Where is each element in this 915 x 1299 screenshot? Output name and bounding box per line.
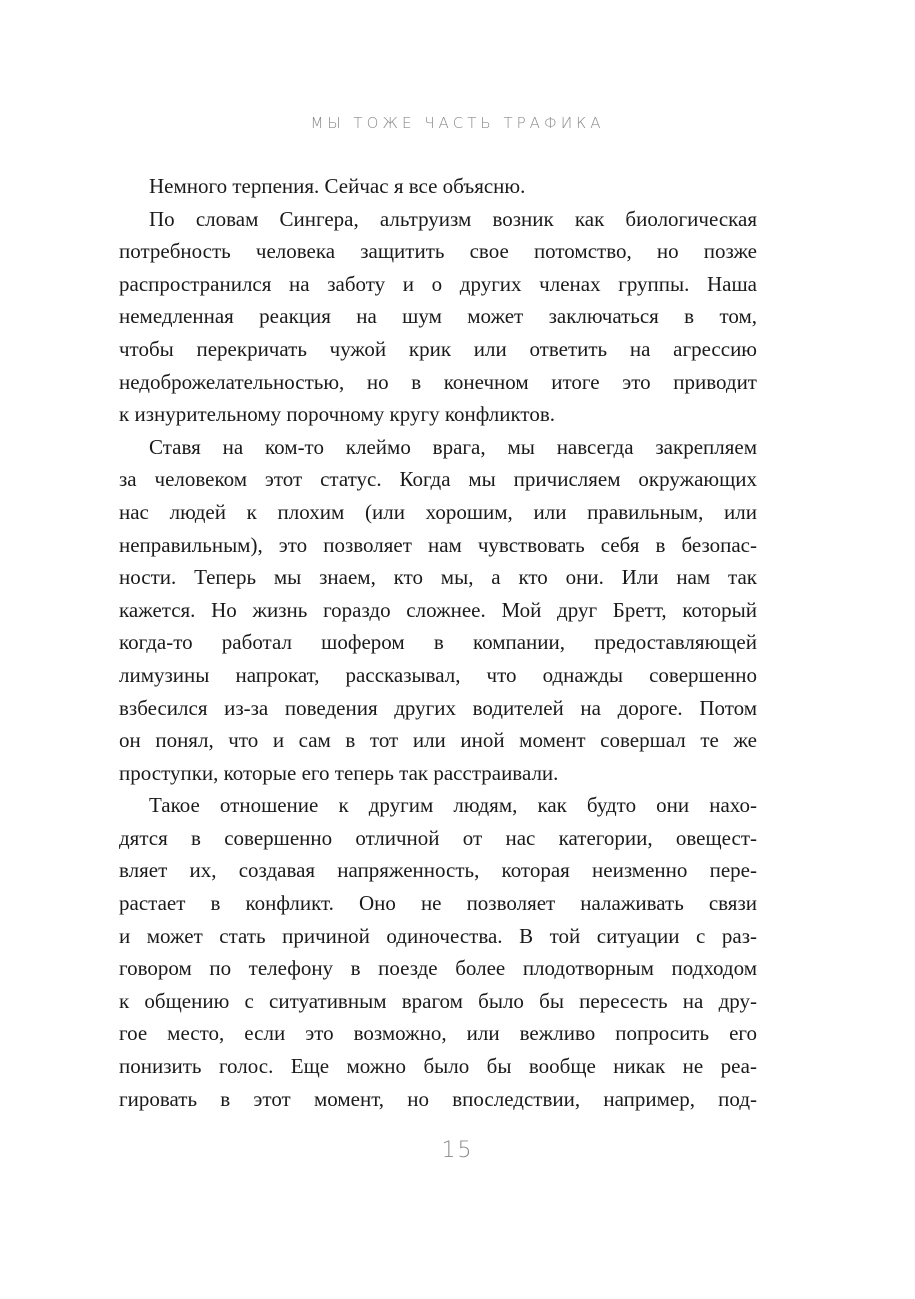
text-line: он понял, что и сам в тот или иной момент совершал те же [119, 728, 757, 753]
text-line: потребность человека защитить свое потомство, но позже [119, 239, 757, 264]
text-line: проступки, которые его теперь так расстраивали. [119, 760, 559, 785]
text-line: гировать в этот момент, но впоследствии, например, под- [119, 1086, 757, 1111]
text-line: взбесился из-за поведения других водителей на дороге. Потом [119, 695, 757, 720]
text-line: говором по телефону в поезде более плодотворным подходом [119, 956, 757, 981]
text-line: вляет их, создавая напряженность, которая неизменно пере- [119, 858, 757, 883]
text-line: и может стать причиной одиночества. В той ситуации с раз- [119, 923, 757, 948]
text-line: понизить голос. Еще можно было бы вообще никак не реа- [119, 1054, 757, 1079]
text-line: немедленная реакция на шум может заключаться в том, [119, 304, 757, 329]
text-line: гое место, если это возможно, или вежливо попросить его [119, 1021, 757, 1046]
text-line: Такое отношение к другим людям, как будто они нахо- [149, 793, 757, 818]
text-line: Ставя на ком-то клеймо врага, мы навсегда закрепляем [149, 434, 757, 459]
text-line: Немного терпения. Сейчас я все объясню. [149, 174, 526, 198]
text-line: неправильным), это позволяет нам чувствовать себя в безопас- [119, 532, 757, 557]
text-line: к общению с ситуативным врагом было бы пересесть на дру- [119, 988, 757, 1013]
text-line: ности. Теперь мы знаем, кто мы, а кто они. Или нам так [119, 565, 757, 590]
text-line: распространился на заботу и о других членах группы. Наша [119, 271, 757, 296]
text-line: дятся в совершенно отличной от нас категории, овещест- [119, 825, 757, 850]
text-line: недоброжелательностью, но в конечном итоге это приводит [119, 369, 757, 394]
page-number: 15 [441, 1138, 474, 1163]
text-line: лимузины напрокат, рассказывал, что однажды совершенно [119, 662, 757, 687]
running-head: МЫ ТОЖЕ ЧАСТЬ ТРАФИКА [310, 114, 605, 132]
text-line: кажется. Но жизнь гораздо сложнее. Мой друг Бретт, который [119, 597, 757, 622]
text-line: чтобы перекричать чужой крик или ответить на агрессию [119, 336, 757, 361]
text-line: нас людей к плохим (или хорошим, или правильным, или [119, 499, 757, 524]
text-line: растает в конфликт. Оно не позволяет налаживать связи [119, 891, 757, 916]
body-text [119, 170, 757, 1115]
text-line: По словам Сингера, альтруизм возник как биологическая [149, 206, 757, 231]
text-line: к изнурительному порочному кругу конфликтов. [119, 402, 555, 427]
text-line: за человеком этот статус. Когда мы причисляем окружающих [119, 467, 757, 492]
text-line: когда-то работал шофером в компании, предоставляющей [119, 630, 757, 655]
